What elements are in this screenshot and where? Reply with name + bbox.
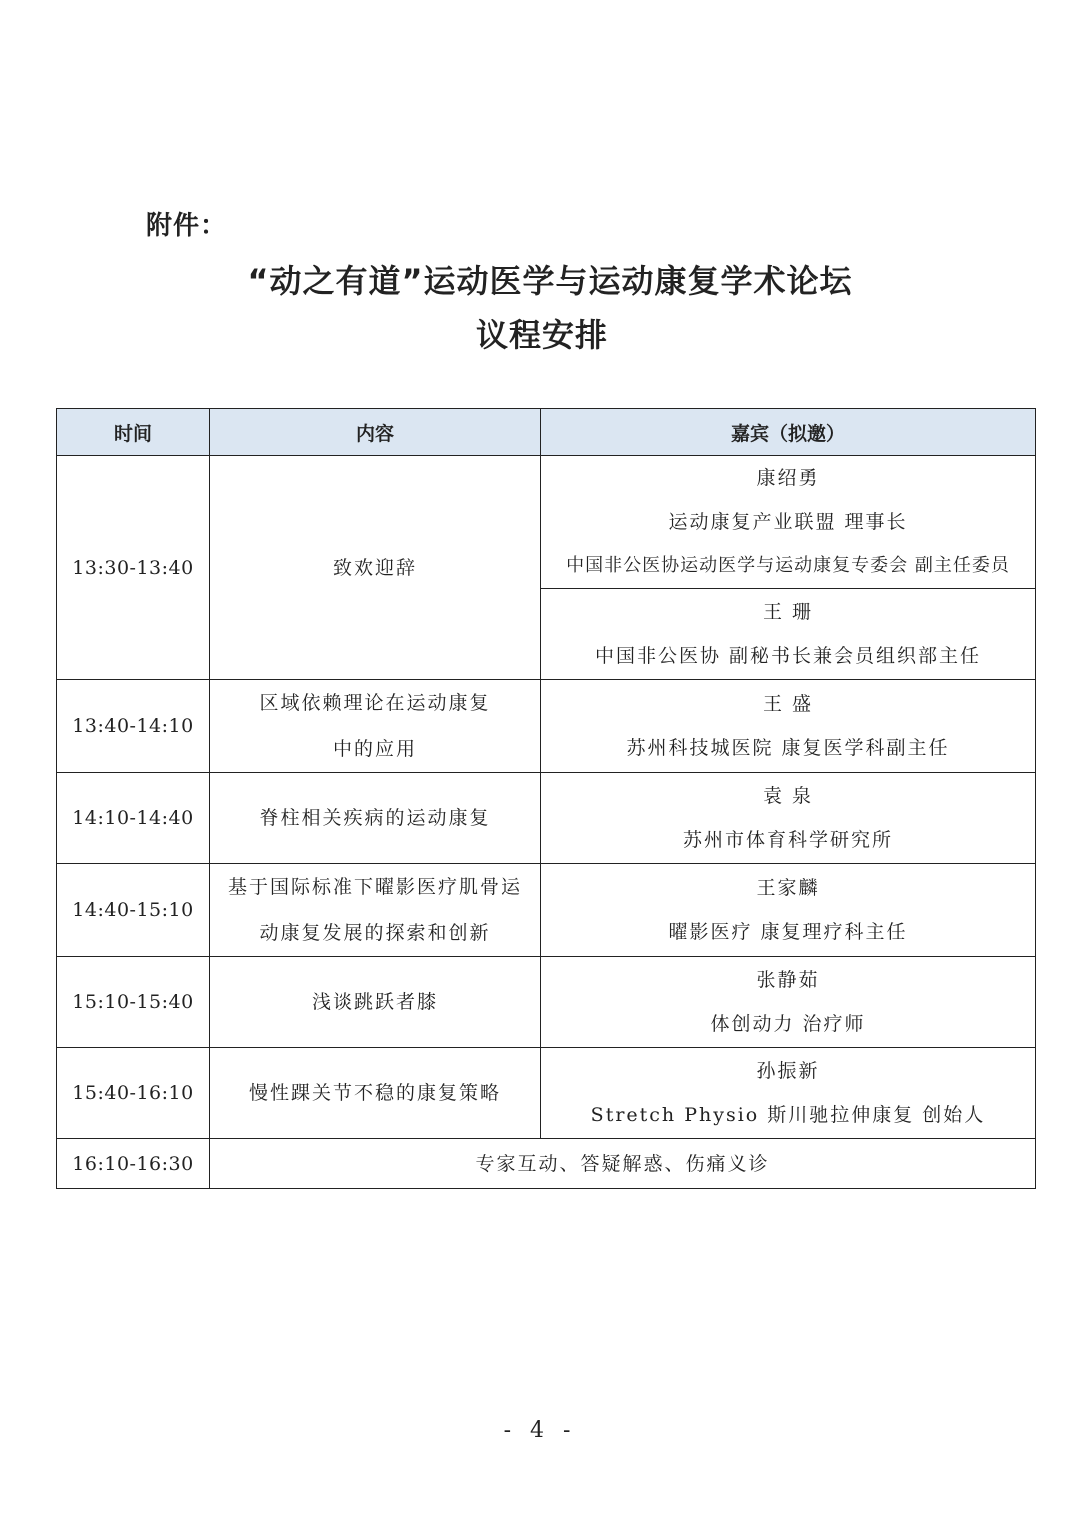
agenda-table xyxy=(56,408,1036,1189)
row-time: 13:40-14:10 xyxy=(57,680,210,773)
table-row xyxy=(57,680,1036,773)
row-content xyxy=(210,957,541,1048)
row-content-merged: 专家互动、答疑解惑、伤痛义诊 xyxy=(210,1139,1036,1189)
guest-title: 中国非公医协 副秘书长兼会员组织部主任 xyxy=(594,645,982,667)
guest-title: 苏州科技城医院 康复医学科副主任 xyxy=(626,737,950,759)
row-time: 15:40-16:10 xyxy=(57,1048,210,1139)
row-content xyxy=(210,1048,541,1139)
guest-cell xyxy=(541,680,1036,773)
guest-title: 体创动力 治疗师 xyxy=(710,1013,866,1035)
content-line: 中的应用 xyxy=(332,738,417,760)
content-line: 浅谈跳跃者膝 xyxy=(311,991,438,1013)
page-number: - 4 - xyxy=(503,1418,577,1443)
guest-cell xyxy=(541,773,1036,864)
content-line: 脊柱相关疾病的运动康复 xyxy=(259,807,491,829)
guest-name: 张静茹 xyxy=(756,969,820,991)
guest-title: 曜影医疗 康复理疗科主任 xyxy=(668,921,908,943)
row-time: 14:10-14:40 xyxy=(57,773,210,864)
guest-cell xyxy=(541,1048,1036,1139)
guest-cell xyxy=(541,864,1036,957)
content-line: 致欢迎辞 xyxy=(332,556,417,579)
row-time: 13:30-13:40 xyxy=(57,456,210,680)
header-guests: 嘉宾（拟邀） xyxy=(541,409,1036,456)
guest-name: 王 珊 xyxy=(762,601,814,623)
guest-title: Stretch Physio 斯川驰拉伸康复 创始人 xyxy=(590,1104,986,1126)
attachment-label: 附件： xyxy=(146,211,228,241)
row-content xyxy=(210,773,541,864)
table-row xyxy=(57,773,1036,864)
table-row xyxy=(57,957,1036,1048)
table-row xyxy=(57,864,1036,957)
guest-name: 王 盛 xyxy=(762,693,814,715)
row-content xyxy=(210,864,541,957)
forum-title: “动之有道”运动医学与运动康复学术论坛 xyxy=(247,262,853,300)
guest-name: 孙振新 xyxy=(756,1060,820,1082)
table-row xyxy=(57,1048,1036,1139)
row-time: 15:10-15:40 xyxy=(57,957,210,1048)
guest-name: 康绍勇 xyxy=(756,467,820,489)
guest-title: 中国非公医协运动医学与运动康复专委会 副主任委员 xyxy=(566,555,1010,576)
table-header-row xyxy=(57,409,1036,456)
guest-title: 苏州市体育科学研究所 xyxy=(682,829,893,851)
content-line: 区域依赖理论在运动康复 xyxy=(259,692,491,714)
row-content xyxy=(210,456,541,680)
guest-cell xyxy=(541,456,1036,589)
guest-name: 王家麟 xyxy=(756,877,820,899)
agenda-title: 议程安排 xyxy=(475,316,608,354)
table-row xyxy=(57,456,1036,589)
guest-title: 运动康复产业联盟 理事长 xyxy=(668,511,908,533)
row-content xyxy=(210,680,541,773)
guest-cell xyxy=(541,957,1036,1048)
guest-name: 袁 泉 xyxy=(762,785,814,807)
header-time: 时间 xyxy=(57,409,210,456)
guest-cell xyxy=(541,589,1036,680)
header-content: 内容 xyxy=(210,409,541,456)
table-row xyxy=(57,1139,1036,1189)
content-line: 动康复发展的探索和创新 xyxy=(259,922,491,944)
row-time: 14:40-15:10 xyxy=(57,864,210,957)
row-time: 16:10-16:30 xyxy=(57,1139,210,1189)
content-line: 基于国际标准下曜影医疗肌骨运 xyxy=(227,876,522,898)
content-line: 慢性踝关节不稳的康复策略 xyxy=(248,1082,501,1104)
